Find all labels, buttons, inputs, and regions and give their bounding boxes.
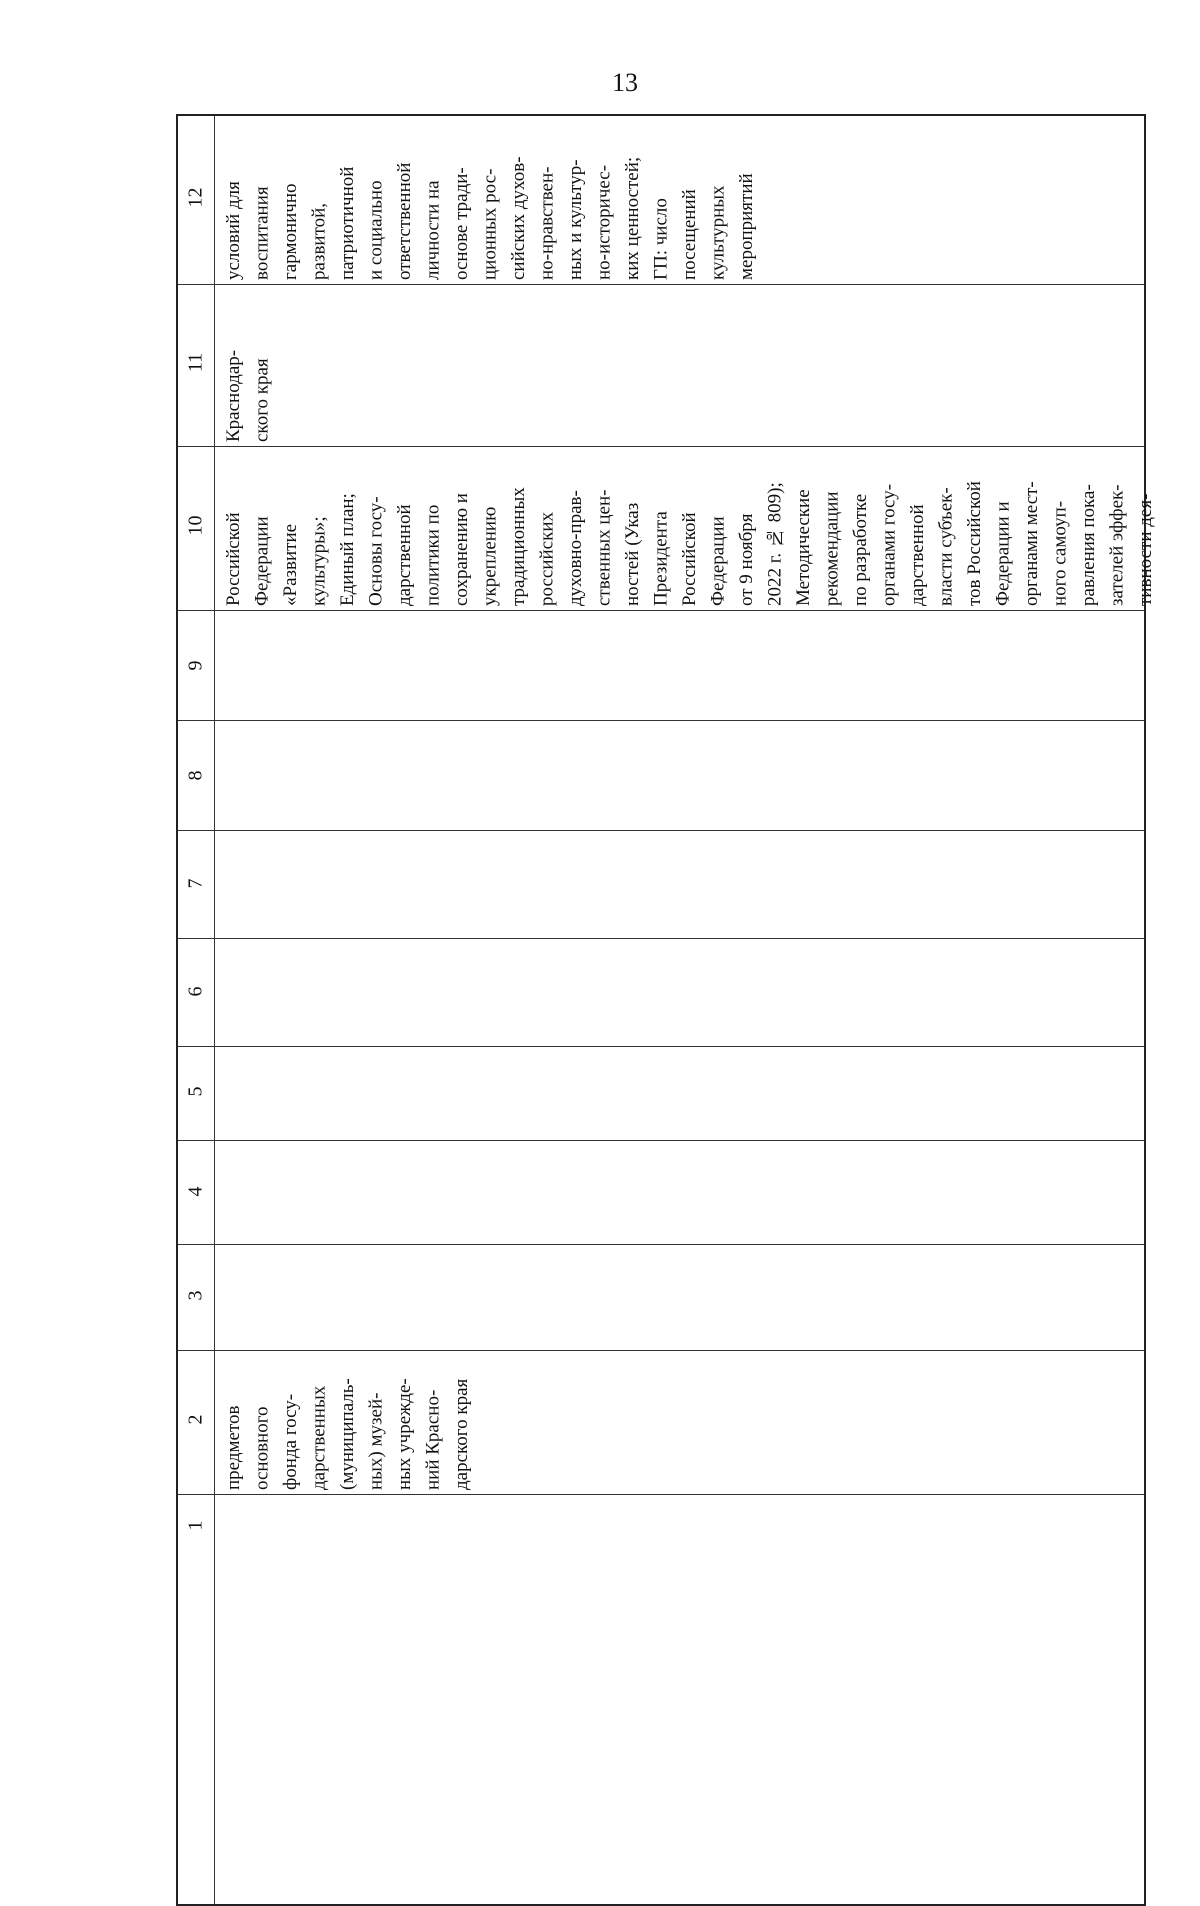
- cell-line: 2022 г. № 809);: [764, 482, 786, 606]
- cell-line: политики по: [422, 504, 444, 606]
- cell-line: российских: [536, 511, 558, 606]
- cell-line: (муниципаль-: [337, 1378, 358, 1490]
- cell-line: патриотичной: [337, 166, 358, 280]
- cell-col12: [220, 122, 762, 280]
- cell-line: гармонично: [280, 183, 301, 280]
- cell-line: личности на: [422, 180, 444, 280]
- cell-line: основе тради-: [451, 167, 472, 280]
- cell-line: органами госу-: [878, 483, 900, 606]
- cell-line: «Развитие: [280, 523, 301, 606]
- cell-line: ких ценностей;: [622, 156, 643, 280]
- col-sep-2-1: [178, 1494, 1144, 1495]
- cell-line: развитой,: [308, 202, 330, 280]
- col-num-1: 1: [184, 1520, 207, 1531]
- cell-line: зателей эффек-: [1106, 484, 1128, 606]
- col-num-10: 10: [184, 515, 207, 536]
- cell-line: от 9 ноября: [736, 513, 757, 606]
- col-num-4: 4: [184, 1186, 207, 1197]
- col-sep-9-8: [178, 720, 1144, 721]
- col-num-6: 6: [184, 986, 207, 997]
- cell-line: мероприятий: [736, 173, 757, 280]
- cell-line: предметов: [223, 1405, 244, 1490]
- col-sep-12-11: [178, 284, 1144, 285]
- cell-line: посещений: [679, 189, 700, 280]
- col-num-7: 7: [184, 878, 207, 889]
- cell-line: Федерации: [707, 516, 729, 606]
- page-number: 13: [612, 68, 638, 97]
- col-sep-5-4: [178, 1140, 1144, 1141]
- cell-line: рекомендации: [821, 491, 843, 606]
- cell-line: Основы госу-: [365, 496, 387, 606]
- cell-line: культуры»;: [308, 516, 330, 606]
- cell-line: ных учрежде-: [394, 1378, 415, 1490]
- cell-line: Федерации и: [992, 501, 1014, 606]
- cell-col11: [220, 288, 277, 442]
- cell-line: власти субъек-: [935, 487, 957, 606]
- cell-line: Методические: [793, 489, 814, 606]
- cell-line: органами мест-: [1021, 481, 1042, 606]
- col-num-5: 5: [184, 1086, 207, 1097]
- cell-line: культурных: [707, 185, 729, 280]
- header-divider: [214, 116, 215, 1904]
- col-sep-8-7: [178, 830, 1144, 831]
- rotated-table: [176, 114, 1156, 1906]
- cell-line: ционных рос-: [479, 168, 501, 280]
- cell-line: и социально: [365, 180, 387, 280]
- cell-line: ского края: [251, 358, 273, 442]
- col-sep-3-2: [178, 1350, 1144, 1351]
- col-num-12: 12: [184, 187, 207, 208]
- col-sep-6-5: [178, 1046, 1144, 1047]
- cell-line: Федерации: [251, 516, 273, 606]
- cell-col2: [220, 1354, 477, 1490]
- col-num-2: 2: [184, 1414, 207, 1425]
- cell-line: Президента: [650, 511, 672, 606]
- col-sep-4-3: [178, 1244, 1144, 1245]
- cell-line: воспитания: [251, 186, 273, 280]
- cell-line: ных) музей-: [365, 1392, 387, 1490]
- cell-line: Единый план;: [337, 493, 358, 606]
- cell-line: но-историчес-: [593, 164, 615, 280]
- cell-line: ний Красно-: [422, 1389, 444, 1490]
- col-sep-7-6: [178, 938, 1144, 939]
- cell-line: тивности дея-: [1135, 493, 1156, 606]
- cell-line: ГП: число: [650, 198, 672, 280]
- cell-line: ностей (Указ: [622, 502, 643, 606]
- cell-line: фонда госу-: [280, 1393, 301, 1490]
- cell-line: Российской: [679, 512, 700, 606]
- col-sep-10-9: [178, 610, 1144, 611]
- cell-line: основного: [251, 1406, 273, 1490]
- cell-line: Краснодар-: [223, 349, 244, 442]
- cell-line: ответственной: [394, 162, 415, 280]
- cell-line: сохранению и: [451, 493, 472, 606]
- cell-line: дарственной: [394, 504, 415, 606]
- cell-line: дарственных: [308, 1385, 330, 1490]
- cell-line: традиционных: [508, 487, 529, 606]
- cell-line: ных и культур-: [565, 159, 586, 280]
- cell-line: духовно-прав-: [565, 490, 586, 606]
- cell-line: условий для: [223, 181, 244, 280]
- cell-col10: [220, 450, 1161, 606]
- cell-line: ного самоуп-: [1049, 500, 1071, 606]
- cell-line: тов Российской: [964, 481, 985, 606]
- col-num-9: 9: [184, 660, 207, 671]
- cell-line: дарского края: [451, 1378, 472, 1490]
- col-num-11: 11: [184, 352, 207, 373]
- cell-line: ственных цен-: [593, 489, 615, 606]
- cell-line: укреплению: [479, 506, 501, 606]
- cell-line: сийских духов-: [508, 156, 529, 280]
- col-sep-11-10: [178, 446, 1144, 447]
- cell-line: Российской: [223, 512, 244, 606]
- col-num-8: 8: [184, 770, 207, 781]
- cell-line: но-нравствен-: [536, 166, 558, 280]
- cell-line: равления пока-: [1078, 484, 1099, 606]
- cell-line: дарственной: [907, 504, 928, 606]
- cell-line: по разработке: [850, 493, 871, 606]
- col-num-3: 3: [184, 1290, 207, 1301]
